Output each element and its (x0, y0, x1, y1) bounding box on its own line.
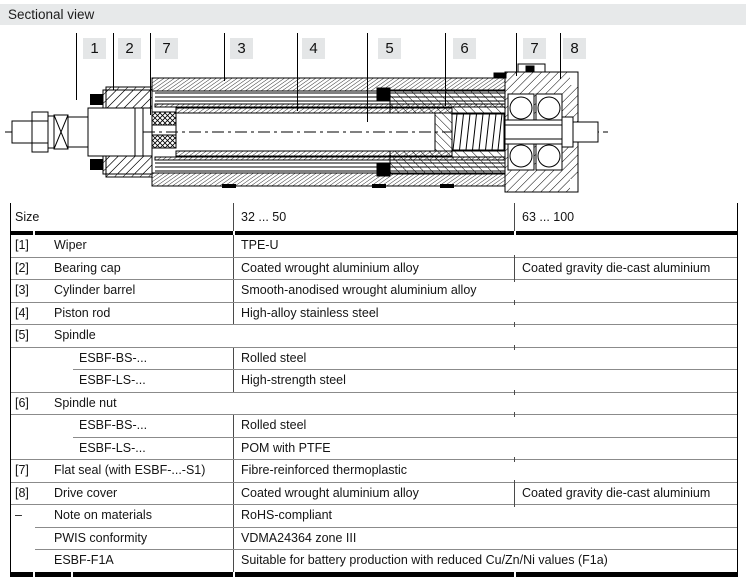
callout-leader-line (367, 33, 368, 122)
item-number: [6] (15, 395, 29, 410)
item-name: ESBF-LS-... (79, 373, 146, 387)
table-row (11, 258, 737, 280)
material-value: High-strength steel (241, 373, 346, 387)
table-row (11, 303, 737, 325)
item-number: [4] (15, 305, 29, 320)
item-number: [1] (15, 238, 29, 252)
callout-5: 5 (378, 38, 401, 59)
material-value: Fibre-reinforced thermoplastic (241, 463, 408, 477)
item-name: Wiper (54, 238, 87, 252)
table-bottom-rule (11, 572, 737, 577)
item-number: – (15, 508, 22, 522)
material-value: VDMA24364 zone III (241, 530, 357, 545)
column-divider (514, 203, 515, 231)
item-name: PWIS conformity (54, 530, 148, 545)
item-name: ESBF-LS-... (79, 440, 146, 455)
material-value: Rolled steel (241, 418, 307, 432)
column-divider (233, 550, 234, 572)
table-row (11, 415, 737, 437)
column-divider (233, 303, 234, 325)
table-row (11, 280, 737, 302)
callout-leader-line (516, 33, 517, 76)
callout-leader-line (150, 33, 151, 115)
item-name: Spindle nut (54, 395, 117, 410)
materials-table (10, 203, 738, 577)
material-value: POM with PTFE (241, 440, 331, 455)
item-name: Piston rod (54, 305, 111, 320)
sectional-drawing (0, 28, 746, 204)
column-divider (233, 235, 234, 257)
column-divider (233, 348, 234, 370)
item-number: [2] (15, 260, 29, 275)
column-divider (233, 370, 234, 392)
rod-end-section (12, 112, 88, 152)
callout-leader-line (297, 33, 298, 111)
column-divider (514, 483, 515, 505)
item-name: Note on materials (54, 508, 152, 522)
table-row (11, 505, 737, 527)
page-title: Sectional view (8, 7, 95, 22)
material-value: Coated wrought aluminium alloy (241, 485, 419, 500)
table-row (11, 325, 737, 347)
item-name: Flat seal (with ESBF-...-S1) (54, 463, 206, 477)
section-title-band (0, 4, 746, 25)
table-row (11, 528, 737, 550)
callout-2: 2 (118, 38, 141, 59)
callout-7: 7 (155, 38, 178, 59)
table-header-row (11, 203, 737, 231)
column-divider (233, 203, 234, 231)
output-shaft (562, 117, 598, 147)
material-value: Coated gravity die-cast aluminium (522, 485, 711, 500)
item-number: [7] (15, 463, 29, 477)
item-number: [8] (15, 485, 29, 500)
callout-leader-line (224, 33, 225, 81)
header-size-range-1: 32 ... 50 (241, 210, 287, 224)
table-row (11, 460, 737, 482)
item-name: ESBF-BS-... (79, 418, 148, 432)
column-divider (233, 438, 234, 460)
column-divider (233, 483, 234, 505)
header-size-range-2: 63 ... 100 (522, 210, 575, 224)
callout-leader-line (113, 33, 114, 90)
callout-4: 4 (302, 38, 325, 59)
column-divider (233, 258, 234, 280)
material-value: TPE-U (241, 238, 279, 252)
header-size-label: Size (15, 210, 40, 224)
flat-seal-section (152, 112, 176, 148)
callout-1: 1 (83, 38, 106, 59)
column-divider (233, 505, 234, 527)
item-name: Spindle (54, 328, 96, 342)
column-divider (233, 280, 234, 302)
material-value: Rolled steel (241, 350, 307, 365)
callout-6: 6 (453, 38, 476, 59)
table-row (11, 393, 737, 415)
table-row (11, 370, 737, 392)
material-value: Coated wrought aluminium alloy (241, 260, 419, 275)
column-divider (233, 528, 234, 550)
callout-leader-line (560, 33, 561, 79)
material-value: Coated gravity die-cast aluminium (522, 260, 711, 275)
table-row (11, 483, 737, 505)
callout-8: 8 (563, 38, 586, 59)
table-body (11, 235, 737, 572)
sectional-view-diagram (0, 28, 746, 204)
callout-7: 7 (523, 38, 546, 59)
table-row (11, 438, 737, 460)
table-row (11, 235, 737, 257)
material-value: RoHS-compliant (241, 508, 333, 522)
table-row (11, 550, 737, 572)
item-number: [3] (15, 283, 29, 297)
item-name: ESBF-BS-... (79, 350, 148, 365)
callout-3: 3 (230, 38, 253, 59)
callout-leader-line (445, 33, 446, 106)
callout-leader-line (76, 33, 77, 100)
column-divider (233, 460, 234, 482)
table-row (11, 348, 737, 370)
column-divider (514, 258, 515, 280)
item-number: [5] (15, 328, 29, 342)
material-value: Smooth-anodised wrought aluminium alloy (241, 283, 477, 297)
material-value: High-alloy stainless steel (241, 305, 379, 320)
item-name: Drive cover (54, 485, 118, 500)
item-name: Cylinder barrel (54, 283, 136, 297)
item-name: ESBF-F1A (54, 553, 114, 567)
spindle-thread-section (452, 114, 504, 150)
material-value: Suitable for battery production with reduced Cu/Zn/Ni values (F1a) (241, 553, 608, 567)
item-name: Bearing cap (54, 260, 121, 275)
column-divider (233, 415, 234, 437)
